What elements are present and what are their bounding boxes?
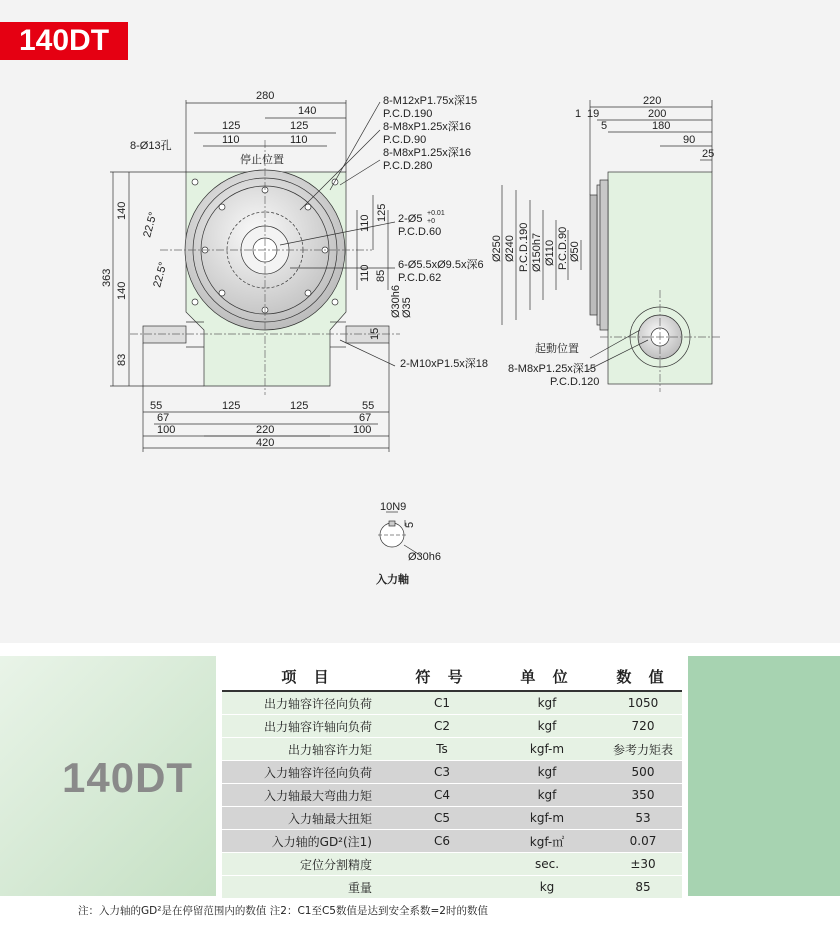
cell-symbol: C6 xyxy=(394,830,490,853)
cell-item: 出力轴容许径向负荷 xyxy=(222,691,394,715)
dim-text: 280 xyxy=(256,90,275,102)
callout-text: +0.01 xyxy=(427,210,445,217)
decor-panel xyxy=(688,656,840,896)
callout-text: 8-M8xP1.25x深15 xyxy=(508,363,597,375)
dim-text: 140 xyxy=(116,281,128,300)
dim-text: 22.5° xyxy=(141,210,160,239)
dim-text: 5 xyxy=(404,521,416,528)
cell-unit: kgf-m xyxy=(490,738,604,761)
table-row xyxy=(222,876,682,899)
dim-text: P.C.D.190 xyxy=(518,222,530,272)
cell-unit: kgf xyxy=(490,761,604,784)
dim-text: Ø250 xyxy=(491,235,503,262)
dim-text: 125 xyxy=(222,400,241,412)
cell-symbol: C4 xyxy=(394,784,490,807)
dim-text: 125 xyxy=(222,120,241,132)
dim-text: 停止位置 xyxy=(240,154,284,166)
cell-unit: kgf-m xyxy=(490,807,604,830)
dim-text: 420 xyxy=(256,437,275,449)
dim-text: 5 xyxy=(601,120,608,132)
callout-text: P.C.D.190 xyxy=(383,108,433,120)
table-row xyxy=(222,691,682,715)
header-unit: 单 位 xyxy=(490,662,604,691)
table-row xyxy=(222,853,682,876)
dim-text: 10N9 xyxy=(380,501,407,513)
dim-text: 110 xyxy=(290,134,308,146)
dim-text: 19 xyxy=(587,108,600,120)
dim-text: 入力軸 xyxy=(376,574,409,586)
dim-text: Ø50 xyxy=(569,241,581,262)
cell-value: 1050 xyxy=(604,691,682,715)
cell-unit: kgf xyxy=(490,784,604,807)
cell-value: 85 xyxy=(604,876,682,899)
right-input-shaft xyxy=(346,326,389,343)
dim-text: 起動位置 xyxy=(535,343,579,355)
spec-table xyxy=(222,662,682,899)
table-row xyxy=(222,807,682,830)
cell-value: 500 xyxy=(604,761,682,784)
cell-value: 53 xyxy=(604,807,682,830)
callout-text: P.C.D.60 xyxy=(398,226,442,238)
cell-value: 720 xyxy=(604,715,682,738)
dim-text: 100 xyxy=(157,424,176,436)
cell-value: 350 xyxy=(604,784,682,807)
cell-unit: kgf-㎡ xyxy=(490,830,604,853)
spec-section xyxy=(0,656,840,896)
cell-item: 入力轴的GD²(注1) xyxy=(222,830,394,853)
dim-text: 110 xyxy=(359,214,371,232)
dim-text: 22.5° xyxy=(151,260,170,289)
dim-text: P.C.D.90 xyxy=(557,226,569,270)
header-item: 项 目 xyxy=(222,662,394,691)
cell-symbol xyxy=(394,876,490,899)
callout-text: 2-M10xP1.5x深18 xyxy=(400,358,489,370)
cell-item: 入力轴最大弯曲力矩 xyxy=(222,784,394,807)
table-row xyxy=(222,738,682,761)
callout-text: 8-M8xP1.25x深16 xyxy=(383,121,472,133)
callout-text: P.C.D.280 xyxy=(383,160,433,172)
dim-text: 55 xyxy=(150,400,163,412)
header-symbol: 符 号 xyxy=(394,662,490,691)
dim-text: Ø30h6 xyxy=(408,551,442,563)
dim-text: Ø35 xyxy=(401,297,413,318)
dim-text: 25 xyxy=(702,148,715,160)
dim-text: 180 xyxy=(652,120,671,132)
dim-text: Ø30h6 xyxy=(390,284,402,318)
cell-item: 出力轴容许力矩 xyxy=(222,738,394,761)
dim-text: 55 xyxy=(362,400,375,412)
callout-text: P.C.D.90 xyxy=(383,134,427,146)
dim-text: 90 xyxy=(683,134,696,146)
dim-text: 220 xyxy=(256,424,275,436)
cell-symbol: C5 xyxy=(394,807,490,830)
cell-item: 出力轴容许轴向负荷 xyxy=(222,715,394,738)
cell-symbol: C2 xyxy=(394,715,490,738)
callout-text: 8-M8xP1.25x深16 xyxy=(383,147,472,159)
cell-unit: kgf xyxy=(490,691,604,715)
dim-text: 110 xyxy=(359,264,371,282)
callout-text: 6-Ø5.5xØ9.5x深6 xyxy=(398,259,484,271)
dim-text: 83 xyxy=(116,353,128,366)
cell-unit: kgf xyxy=(490,715,604,738)
dim-text: Ø150h7 xyxy=(531,232,543,272)
dim-text: 85 xyxy=(375,269,387,282)
cell-item: 入力轴容许径向负荷 xyxy=(222,761,394,784)
left-input-shaft xyxy=(143,326,186,343)
callout-text: 2-Ø5 xyxy=(398,213,423,225)
dim-text: 15 xyxy=(369,327,381,340)
dim-text: 220 xyxy=(643,95,662,107)
cell-item: 定位分割精度 xyxy=(222,853,394,876)
model-panel xyxy=(0,656,216,896)
cell-symbol: Ts xyxy=(394,738,490,761)
dim-text: 67 xyxy=(359,412,372,424)
cell-symbol xyxy=(394,853,490,876)
dim-text: 140 xyxy=(116,201,128,220)
table-row xyxy=(222,715,682,738)
table-row xyxy=(222,761,682,784)
dim-text: 140 xyxy=(298,105,317,117)
dim-text: 1 xyxy=(575,108,582,120)
dim-text: Ø110 xyxy=(544,239,556,266)
dim-text: 125 xyxy=(290,120,309,132)
callout-text: 8-M12xP1.75x深15 xyxy=(383,95,478,107)
callout-text: P.C.D.62 xyxy=(398,272,442,284)
table-row xyxy=(222,830,682,853)
cell-symbol: C3 xyxy=(394,761,490,784)
dim-text: 363 xyxy=(101,268,113,287)
dim-text: 67 xyxy=(157,412,170,424)
callout-text: +0 xyxy=(427,218,435,225)
dim-text: 100 xyxy=(353,424,372,436)
model-badge: 140DT xyxy=(0,22,128,60)
callout-text: P.C.D.120 xyxy=(550,376,600,388)
callout-texts xyxy=(383,94,488,370)
cell-value: 参考力矩表 xyxy=(604,738,682,761)
dim-text: 200 xyxy=(648,108,667,120)
cell-unit: kg xyxy=(490,876,604,899)
cell-item: 重量 xyxy=(222,876,394,899)
dim-text: 125 xyxy=(290,400,309,412)
table-header-row xyxy=(222,662,682,691)
header-value: 数 值 xyxy=(604,662,682,691)
cell-symbol: C1 xyxy=(394,691,490,715)
footnote: 注：入力轴的GD²是在停留范围内的数值 注2：C1至C5数值是达到安全系数=2时的数值 xyxy=(78,905,488,917)
dim-text: Ø240 xyxy=(504,235,516,262)
model-label: 140DT xyxy=(62,754,194,801)
dim-text: 110 xyxy=(222,134,240,146)
cell-value: 0.07 xyxy=(604,830,682,853)
table-row xyxy=(222,784,682,807)
cell-unit: sec. xyxy=(490,853,604,876)
dim-text: 8-Ø13孔 xyxy=(130,140,172,152)
dim-text: 125 xyxy=(376,203,388,222)
cell-item: 入力轴最大扭矩 xyxy=(222,807,394,830)
cell-value: ±30 xyxy=(604,853,682,876)
